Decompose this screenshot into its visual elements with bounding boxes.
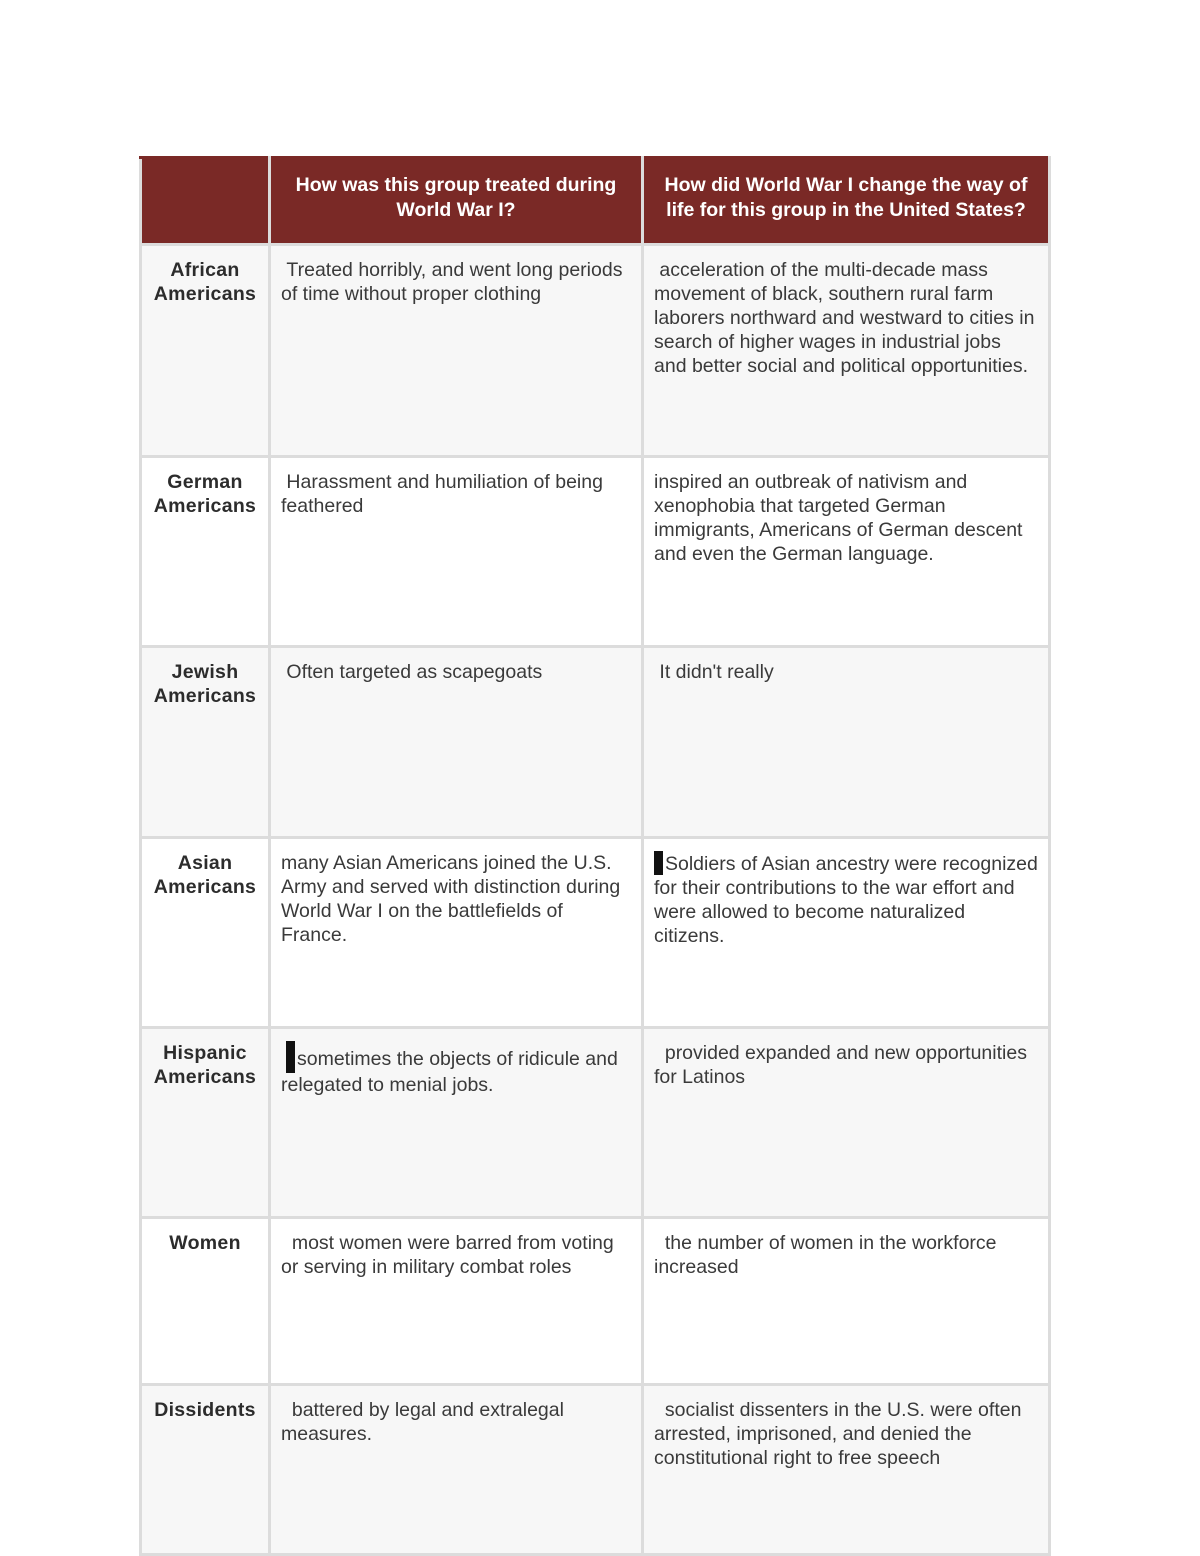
header-group-column xyxy=(141,158,270,245)
text-cursor xyxy=(654,851,663,875)
comparison-table-container xyxy=(139,156,1048,1556)
table-row xyxy=(141,245,1050,457)
row-group-label: Dissidents xyxy=(141,1385,270,1555)
change-cell[interactable]: provided expanded and new opportunities for Latinos xyxy=(643,1028,1050,1218)
change-cell[interactable]: socialist dissenters in the U.S. were often arrested, imprisoned, and denied the constitutional right to free speech xyxy=(643,1385,1050,1555)
table-row xyxy=(141,1028,1050,1218)
treatment-cell[interactable]: Often targeted as scapegoats xyxy=(270,647,643,838)
row-group-label: German Americans xyxy=(141,457,270,647)
change-cell[interactable]: inspired an outbreak of nativism and xenophobia that targeted German immigrants, Americans of German descent and even the German language. xyxy=(643,457,1050,647)
ww1-groups-table xyxy=(139,156,1051,1556)
change-cell[interactable] xyxy=(643,838,1050,1028)
change-cell[interactable]: acceleration of the multi-decade mass movement of black, southern rural farm laborers northward and westward to cities in search of higher wages in industrial jobs and better social and political opportunities. xyxy=(643,245,1050,457)
change-text: Soldiers of Asian ancestry were recognized for their contributions to the war effort and were allowed to become naturalized citizens. xyxy=(654,853,1038,947)
row-group-label: African Americans xyxy=(141,245,270,457)
table-row xyxy=(141,1385,1050,1555)
change-cell[interactable]: It didn't really xyxy=(643,647,1050,838)
row-group-label: Hispanic Americans xyxy=(141,1028,270,1218)
header-change-label: How did World War I change the way of life for this group in the United States? xyxy=(664,174,1028,221)
change-cell[interactable]: the number of women in the workforce increased xyxy=(643,1218,1050,1385)
table-row xyxy=(141,457,1050,647)
row-group-label: Asian Americans xyxy=(141,838,270,1028)
row-group-label: Jewish Americans xyxy=(141,647,270,838)
header-treatment-label: How was this group treated during World War I? xyxy=(295,174,617,221)
treatment-cell[interactable]: battered by legal and extralegal measures. xyxy=(270,1385,643,1555)
table-row xyxy=(141,838,1050,1028)
header-change-column xyxy=(643,158,1050,245)
header-row xyxy=(141,158,1050,245)
table-row xyxy=(141,647,1050,838)
treatment-cell[interactable] xyxy=(270,1028,643,1218)
text-cursor xyxy=(286,1041,295,1073)
treatment-cell[interactable]: many Asian Americans joined the U.S. Army and served with distinction during World War I on the battlefields of France. xyxy=(270,838,643,1028)
treatment-text: sometimes the objects of ridicule and relegated to menial jobs. xyxy=(281,1048,618,1096)
treatment-cell[interactable]: Harassment and humiliation of being feathered xyxy=(270,457,643,647)
treatment-cell[interactable]: most women were barred from voting or serving in military combat roles xyxy=(270,1218,643,1385)
table-row xyxy=(141,1218,1050,1385)
treatment-cell[interactable]: Treated horribly, and went long periods of time without proper clothing xyxy=(270,245,643,457)
header-treatment-column xyxy=(270,158,643,245)
row-group-label: Women xyxy=(141,1218,270,1385)
